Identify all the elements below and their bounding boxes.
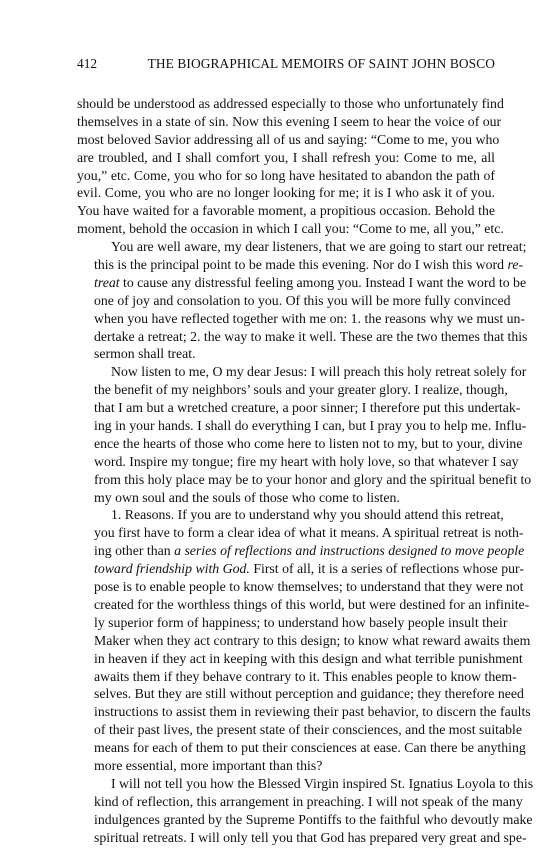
text-run: Maker when they act contrary to this design; to know what reward awaits them	[94, 632, 531, 648]
text-line	[77, 829, 527, 847]
text-line	[77, 775, 534, 793]
text-run: from this holy place may be to your honor and glory and the spiritual benefit to	[94, 471, 532, 487]
paragraph	[77, 95, 504, 238]
paragraph	[77, 506, 531, 774]
text-run: most beloved Savior addressing all of us and saying: “Come to me, you who	[77, 131, 500, 147]
text-line	[77, 95, 504, 113]
italic-text: re-	[507, 257, 524, 273]
text-run: evil. Come, you who are no longer looking for me; it is I who ask it of you.	[77, 185, 495, 201]
text-line	[77, 310, 526, 328]
text-line	[77, 703, 531, 721]
text-run: in heaven if they act in keeping with this design and what terrible punishment	[94, 650, 523, 666]
text-run: you first have to form a clear idea of what it means. A spiritual retreat is noth-	[94, 525, 524, 541]
text-line	[77, 328, 528, 346]
text-line	[77, 596, 530, 614]
text-line	[77, 685, 524, 703]
text-line	[77, 345, 495, 363]
text-run: ly superior form of happiness; to understand how basely people insult their	[94, 614, 508, 630]
text-line	[77, 167, 495, 185]
text-line	[77, 256, 524, 274]
text-line	[77, 149, 495, 167]
text-run: indulgences granted by the Supreme Pontiffs to the faithful who devoutly make	[94, 811, 533, 827]
text-line	[77, 739, 526, 757]
text-line	[77, 668, 517, 686]
text-line	[77, 202, 495, 220]
text-run: I will not tell you how the Blessed Virgin inspired St. Ignatius Loyola to this	[111, 775, 534, 791]
text-run: dertake a retreat; 2. the way to make it well. These are the two themes that this	[94, 328, 528, 344]
text-line	[77, 614, 508, 632]
text-run: word. Inspire my tongue; fire my heart with holy love, so that whatever I say	[94, 453, 519, 469]
paragraph	[77, 363, 532, 506]
text-line	[77, 578, 524, 596]
text-run: ence the hearts of those who come here to listen not to my, but to your, divine	[94, 435, 523, 451]
text-line	[77, 220, 504, 238]
text-line	[77, 435, 523, 453]
text-run: pose is to enable people to know themselves; to understand that they were not	[94, 579, 524, 595]
text-line	[77, 489, 495, 507]
text-line	[77, 560, 524, 578]
text-run: one of joy and consolation to you. Of this you will be more fully convinced	[94, 292, 511, 308]
text-run: created for the worthless things of this world, but were destined for an infinite-	[94, 596, 530, 612]
text-line	[77, 793, 523, 811]
text-run: ing other than	[94, 543, 175, 559]
text-run: means for each of them to put their consciences at ease. Can there be anything	[94, 740, 526, 756]
text-line	[77, 274, 527, 292]
italic-text: a series of reflections and instructions designed to move people	[174, 543, 525, 559]
text-line	[77, 524, 524, 542]
italic-text: treat	[94, 274, 120, 290]
text-run: moment, behold the occasion in which I call you: “Come to me, all you,” etc.	[77, 221, 504, 237]
text-run: selves. But they are still without perception and guidance; they therefore need	[94, 686, 524, 702]
body-text	[77, 95, 534, 846]
text-run: of their past lives, the present state of their consciences, and the most suitable	[94, 722, 522, 738]
text-run: instructions to assist them in reviewing their past behavior, to discern the faults	[94, 704, 531, 720]
text-run: that I am but a wretched creature, a poor sinner; I therefore put this undertak-	[94, 400, 521, 416]
text-run: more essential, more important than this?	[94, 757, 323, 773]
text-line	[77, 417, 527, 435]
text-line	[77, 184, 495, 202]
text-run: to cause any distressful feeling among you. Instead I want the word to be	[119, 274, 527, 290]
text-run: the benefit of my neighbors’ souls and your greater glory. I realize, though,	[94, 382, 508, 398]
text-run: themselves in a state of sin. Now this evening I seem to hear the voice of our	[77, 113, 502, 129]
text-line	[77, 721, 522, 739]
text-run: spiritual retreats. I will only tell you that God has prepared very great and spe-	[94, 829, 527, 845]
text-line	[77, 542, 525, 560]
text-line	[77, 471, 532, 489]
text-line	[77, 381, 508, 399]
italic-text: toward friendship with God.	[94, 561, 250, 577]
text-run: You have waited for a favorable moment, a propitious occasion. Behold the	[77, 203, 495, 219]
text-line	[77, 113, 502, 131]
running-header	[77, 55, 495, 73]
text-line	[77, 650, 523, 668]
text-line	[77, 399, 521, 417]
text-run: sermon shall treat.	[94, 346, 196, 362]
paragraph	[77, 775, 534, 847]
text-line	[77, 238, 527, 256]
text-run: Now listen to me, O my dear Jesus: I will preach this holy retreat solely for	[111, 364, 527, 380]
text-line	[77, 131, 500, 149]
text-line	[77, 506, 504, 524]
text-line	[77, 757, 495, 775]
text-run: First of all, it is a series of reflections whose pur-	[249, 561, 524, 577]
text-run: when you have reflected together with me on: 1. the reasons why we must un-	[94, 310, 526, 326]
text-run: are troubled, and I shall comfort you, I shall refresh you: Come to me, all	[77, 149, 495, 165]
running-title: THE BIOGRAPHICAL MEMOIRS OF SAINT JOHN BOSCO	[147, 56, 495, 71]
text-run: this is the principal point to be made this evening. Nor do I wish this word	[94, 257, 508, 273]
page-number: 412	[77, 56, 98, 71]
text-line	[77, 363, 527, 381]
text-run: awaits them if they behave contrary to it. This enables people to know them-	[94, 668, 517, 684]
text-run: You are well aware, my dear listeners, that we are going to start our retreat;	[111, 239, 527, 255]
text-run: should be understood as addressed especially to those who unfortunately find	[77, 96, 504, 111]
text-run: my own soul and the souls of those who come to listen.	[94, 489, 400, 505]
text-run: you,” etc. Come, you who for so long have hesitated to abandon the path of	[77, 167, 495, 183]
text-run: kind of reflection, this arrangement in preaching. I will not speak of the many	[94, 793, 523, 809]
text-line	[77, 811, 533, 829]
text-line	[77, 292, 511, 310]
text-line	[77, 453, 519, 471]
text-line	[77, 632, 531, 650]
text-run: 1. Reasons. If you are to understand why you should attend this retreat,	[111, 507, 504, 523]
paragraph	[77, 238, 528, 363]
text-run: ing in your hands. I shall do everything I can, but I pray you to help me. Influ-	[94, 418, 527, 434]
